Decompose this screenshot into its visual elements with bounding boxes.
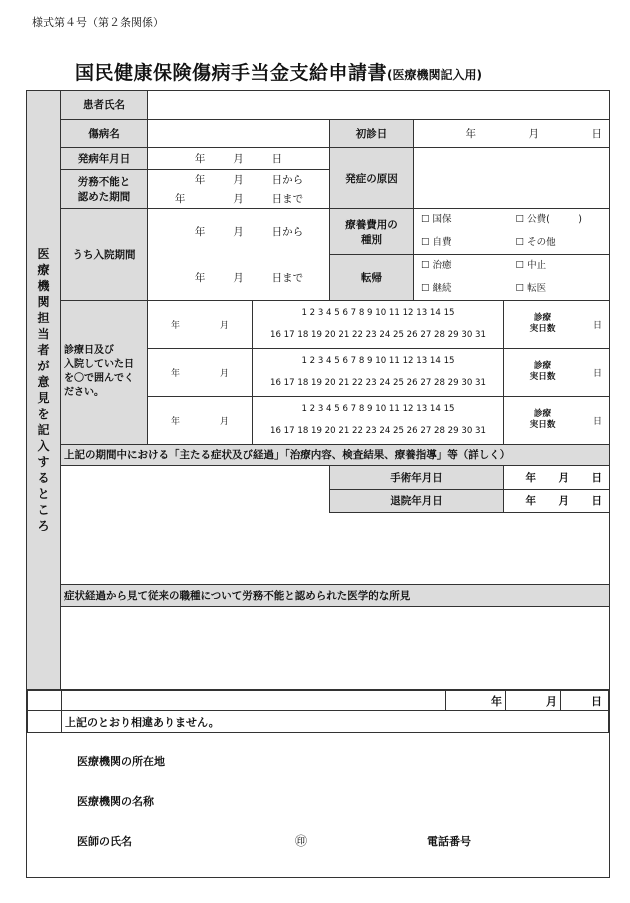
actual-days-3[interactable]: 診療 実日数 日 <box>504 396 610 444</box>
patient-name-field[interactable] <box>148 91 610 120</box>
seal-mark: ㊞ <box>295 834 308 849</box>
visit-calendar-1[interactable]: 1 2 3 4 5 6 7 8 9 10 11 12 13 14 15 16 17 18 19 20 21 22 23 24 25 26 27 28 29 30 31 <box>253 300 504 348</box>
cost-option-national[interactable]: ☐ 国保 <box>421 214 452 226</box>
visit-month-1[interactable]: 年 月 <box>148 300 253 348</box>
discharge-date-label: 退院年月日 <box>330 489 504 512</box>
visit-month-3[interactable]: 年 月 <box>148 396 253 444</box>
cost-type-label: 療養費用の 種別 <box>330 209 414 255</box>
surgery-date-field[interactable]: 年 月 日 <box>504 466 610 489</box>
clinic-name-label: 医療機関の名称 <box>77 795 154 809</box>
certify-date-month: 月 <box>506 691 561 711</box>
discharge-date-field[interactable]: 年 月 日 <box>504 489 610 512</box>
page-subtitle: (医療機関記入用) <box>387 68 482 82</box>
cost-option-public[interactable]: ☐ 公費( ) <box>515 214 582 226</box>
onset-cause-label: 発症の原因 <box>330 148 414 209</box>
incapacity-period-field[interactable]: 年 月 日から 年 月 日まで <box>148 170 330 209</box>
application-form <box>26 90 610 878</box>
certify-date-day: 日 <box>561 691 609 711</box>
outcome-option-transferred[interactable]: ☐ 転医 <box>515 282 547 294</box>
cost-type-options <box>414 209 610 255</box>
details-field[interactable] <box>61 466 330 513</box>
actual-days-2[interactable]: 診療 実日数 日 <box>504 348 610 396</box>
disease-name-label: 傷病名 <box>61 119 148 148</box>
visit-calendar-3[interactable]: 1 2 3 4 5 6 7 8 9 10 11 12 13 14 15 16 17 18 19 20 21 22 23 24 25 26 27 28 29 30 31 <box>253 396 504 444</box>
disease-name-field[interactable] <box>148 119 330 148</box>
outcome-option-stopped[interactable]: ☐ 中止 <box>515 260 547 272</box>
outcome-option-continued[interactable]: ☐ 継続 <box>421 282 452 294</box>
onset-cause-field[interactable] <box>414 148 610 209</box>
certify-statement: 上記のとおり相違ありません。 <box>62 711 609 733</box>
visit-calendar-2[interactable]: 1 2 3 4 5 6 7 8 9 10 11 12 13 14 15 16 17 18 19 20 21 22 23 24 25 26 27 28 29 30 31 <box>253 348 504 396</box>
outcome-option-cured[interactable]: ☐ 治癒 <box>421 260 452 272</box>
outcome-options <box>414 255 610 301</box>
patient-name-label: 患者氏名 <box>61 91 148 120</box>
visit-month-2[interactable]: 年 月 <box>148 348 253 396</box>
incapacity-period-label: 労務不能と 認めた期間 <box>61 170 148 209</box>
first-visit-label: 初診日 <box>330 119 414 148</box>
page-title: 国民健康保険傷病手当金支給申請書(医療機関記入用) <box>75 62 482 84</box>
details-heading: 上記の期間中における「主たる症状及び経過」「治療内容、検査結果、療養指導」等（詳しく） <box>61 444 610 465</box>
hospital-period-field[interactable]: 年 月 日から 年 月 日まで <box>148 209 330 301</box>
onset-date-field[interactable]: 年 月 日 <box>148 148 330 170</box>
form-number: 様式第４号（第２条関係） <box>32 16 164 29</box>
actual-days-1[interactable]: 診療 実日数 日 <box>504 300 610 348</box>
outcome-label: 転帰 <box>330 255 414 301</box>
side-label: 医療機関担当者が意見を記入するところ <box>27 91 61 690</box>
doctor-name-label: 医師の氏名 <box>77 835 132 849</box>
first-visit-field[interactable]: 年 月 日 <box>414 119 610 148</box>
certify-date-year: 年 <box>446 691 506 711</box>
cost-option-self[interactable]: ☐ 自費 <box>421 236 452 248</box>
medical-opinion-field[interactable] <box>61 606 610 690</box>
cost-option-other[interactable]: ☐ その他 <box>515 236 556 248</box>
onset-date-label: 発病年月日 <box>61 148 148 170</box>
phone-label: 電話番号 <box>427 835 471 849</box>
visit-days-label: 診療日及び 入院していた日 を〇で囲んでく ださい。 <box>61 300 148 444</box>
clinic-address-label: 医療機関の所在地 <box>77 755 165 769</box>
hospital-period-label: うち入院期間 <box>61 209 148 301</box>
medical-opinion-heading: 症状経過から見て従来の職種について労務不能と認められた医学的な所見 <box>61 585 610 606</box>
certification-block <box>27 690 610 878</box>
surgery-date-label: 手術年月日 <box>330 466 504 489</box>
details-field-continued[interactable] <box>61 512 610 584</box>
